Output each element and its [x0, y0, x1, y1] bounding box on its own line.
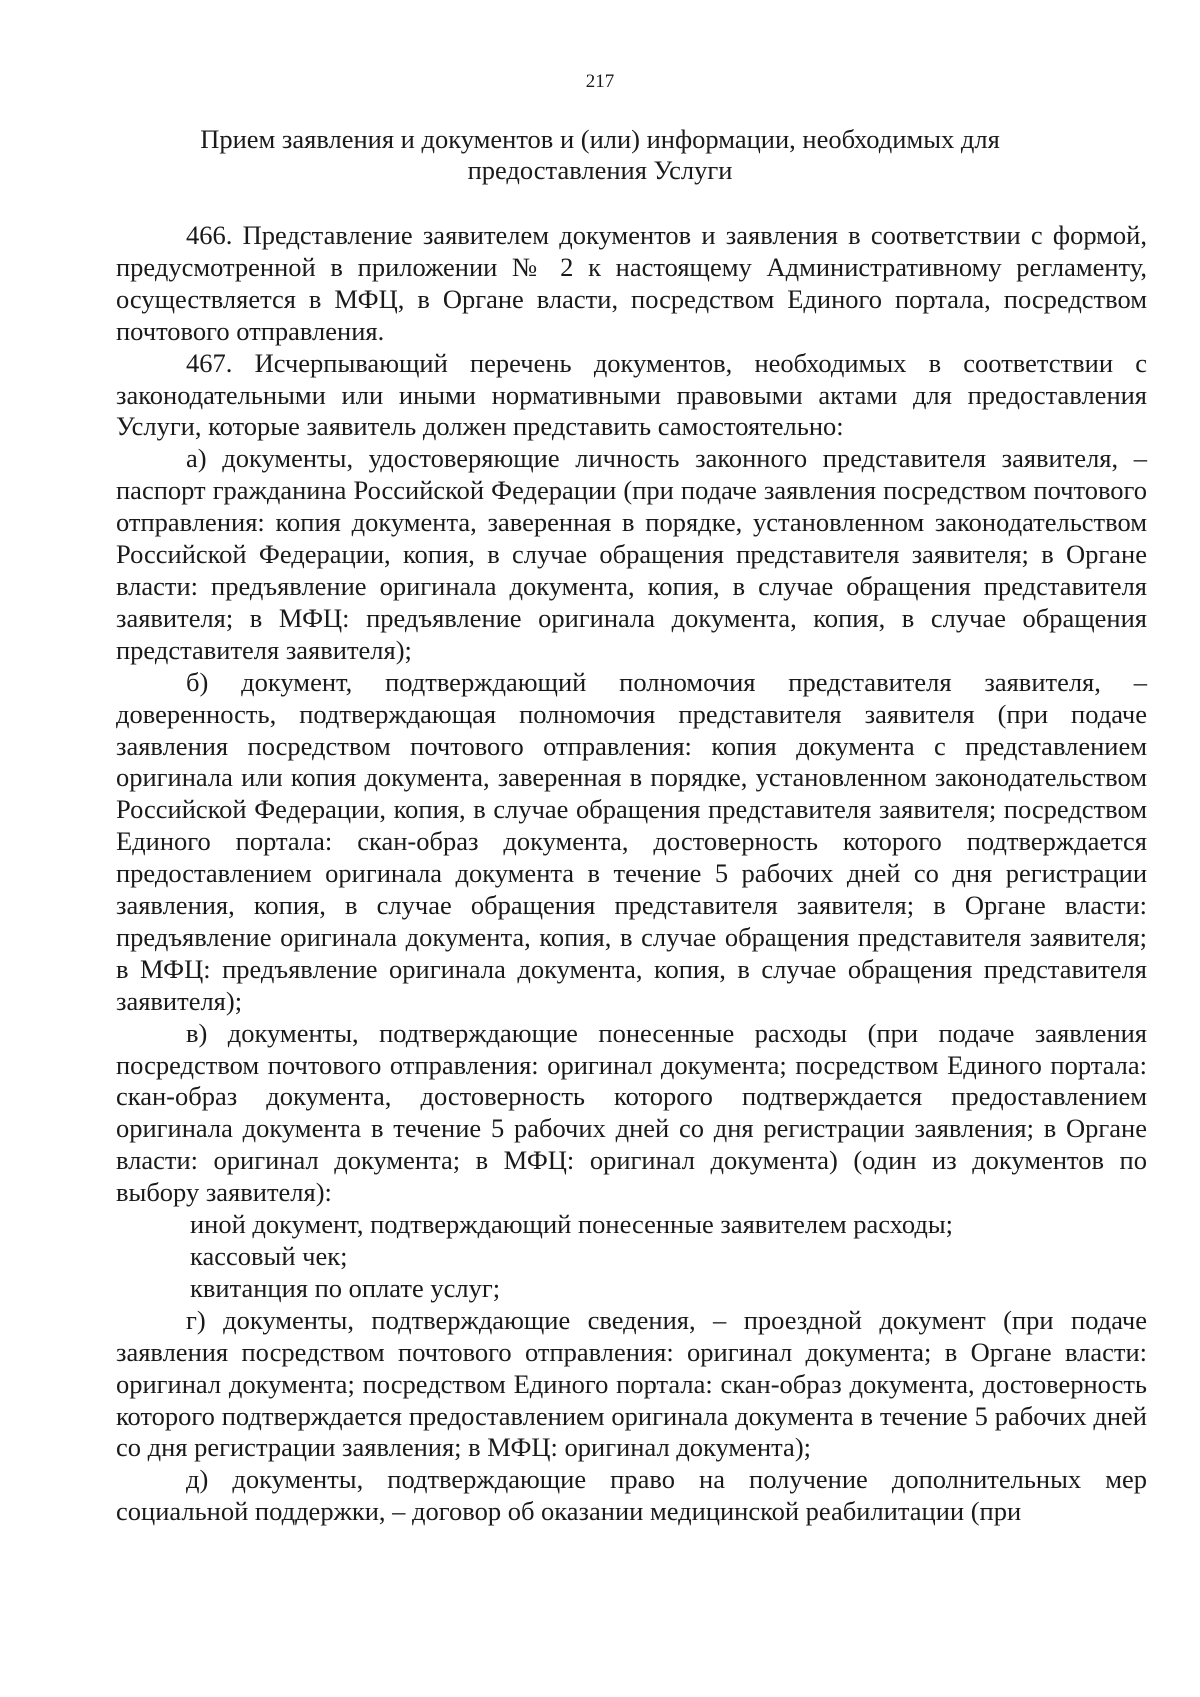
list-item-a: а) документы, удостоверяющие личность законного представителя заявителя, – паспорт гражданина Российской Федерации (при подаче заявления посредством почтового отправления: копия документа, заверенная в порядке, установленном законодательством Российской Федерации, копия, в случае обращения представителя заявителя; в Органе власти: предъявление оригинала документа, копия, в случае обращения представителя заявителя; в МФЦ: предъявление оригинала документа, копия, в случае обращения представителя заявителя);: [116, 443, 1147, 665]
paragraph-466: 466. Представление заявителем документов и заявления в соответствии с формой, предусмотренной в приложении № 2 к настоящему Административному регламенту, осуществляется в МФЦ, в Органе власти, посредством Единого портала, посредством почтового отправления.: [116, 220, 1147, 346]
list-item-b: б) документ, подтверждающий полномочия представителя заявителя, – доверенность, подтверждающая полномочия представителя заявителя (при подаче заявления посредством почтового отправления: копия документа с представлением оригинала или копия документа, заверенная в порядке, установленном законодательством Российской Федерации, копия, в случае обращения представителя заявителя; посредством Единого портала: скан-образ документа, достоверность которого подтверждается предоставлением оригинала документа в течение 5 рабочих дней со дня регистрации заявления, копия, в случае обращения представителя заявителя; в Органе власти: предъявление оригинала документа, копия, в случае обращения представителя заявителя; в МФЦ: предъявление оригинала документа, копия, в случае обращения представителя заявителя);: [116, 666, 1147, 1016]
list-item-v: в) документы, подтверждающие понесенные расходы (при подаче заявления посредством почтового отправления: оригинал документа; посредством Единого портала: скан-образ документа, достоверность которого подтверждается предоставлением оригинала документа в течение 5 рабочих дней со дня регистрации заявления; в Органе власти: оригинал документа; в МФЦ: оригинал документа) (один из документов по выбору заявителя):: [116, 1017, 1147, 1208]
sub-item-cash-receipt: кассовый чек;: [190, 1241, 348, 1271]
list-item-g: г) документы, подтверждающие сведения, – проездной документ (при подаче заявления посредством почтового отправления: оригинал документа; в Органе власти: оригинал документа; посредством Единого портала: скан-образ документа, достоверность которого подтверждается предоставлением оригинала документа в течение 5 рабочих дней со дня регистрации заявления; в МФЦ: оригинал документа);: [116, 1304, 1147, 1463]
list-item-d: д) документы, подтверждающие право на получение дополнительных мер социальной поддержки, – договор об оказании медицинской реабилитации (при: [116, 1464, 1147, 1527]
section-heading: [150, 124, 1050, 186]
sub-item-payment-receipt: квитанция по оплате услуг;: [190, 1272, 501, 1303]
section-heading-line-2: предоставления Услуги: [467, 155, 733, 185]
document-body: [116, 220, 1147, 1528]
page-number: 217: [585, 71, 615, 92]
paragraph-467: 467. Исчерпывающий перечень документов, необходимых в соответствии с законодательными или иными нормативными правовыми актами для предоставления Услуги, которые заявитель должен представить самостоятельно:: [116, 347, 1147, 442]
section-heading-line-1: Прием заявления и документов и (или) информации, необходимых для: [200, 124, 1000, 154]
sub-item-other-document: иной документ, подтверждающий понесенные заявителем расходы;: [190, 1209, 954, 1240]
